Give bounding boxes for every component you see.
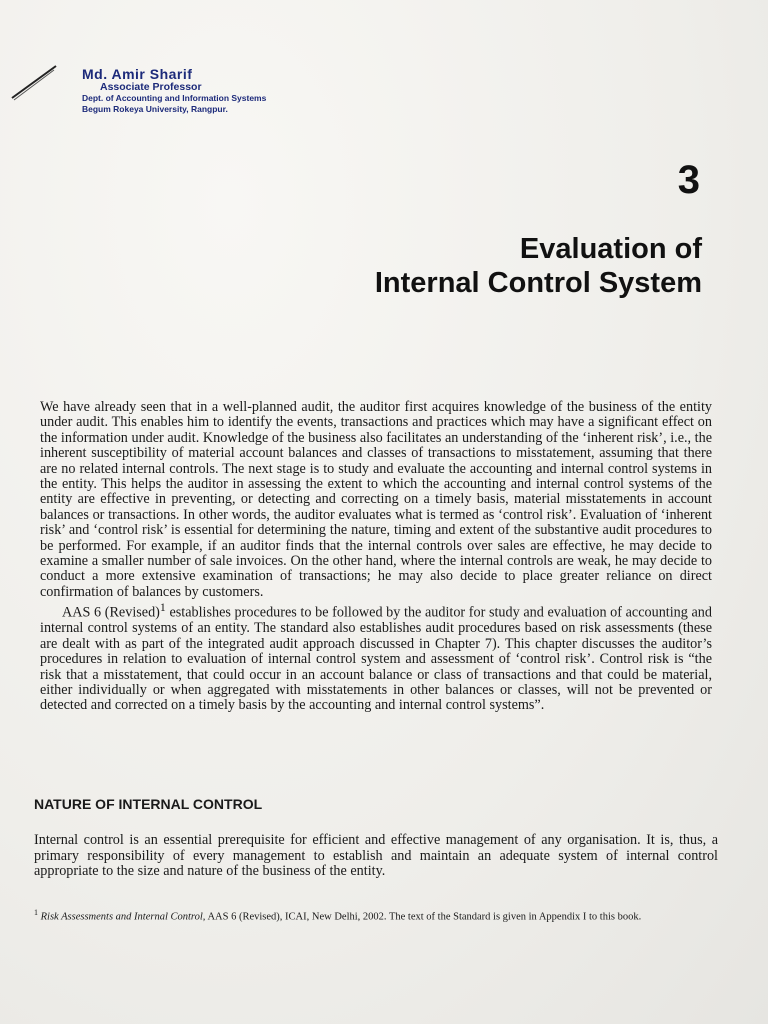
footnote-marker: 1 bbox=[34, 908, 38, 917]
body-paragraph-2-text: establishes procedures to be followed by the auditor for study and evaluation of accounting and internal control systems of an entity. The standard also establishes audit procedures based on risk assessments (these are dealt with as part of the integrated audit approach discussed in Chapter 7). This chapter discusses the auditor’s procedures in relation to evaluation of internal control system and assessment of ‘control risk’. Control risk is “the risk that a misstatement, that could occur in an account balance or class of transactions and that could be material, either individually or when aggregated with misstatements in other balances or classes, will not be prevented or detected and corrected on a timely basis by the accounting and internal control systems”. bbox=[40, 605, 712, 714]
body-paragraph-2 bbox=[40, 600, 712, 714]
stamp-title: Associate Professor bbox=[100, 81, 202, 93]
body-text bbox=[40, 400, 712, 714]
stamp-name: Md. Amir Sharif bbox=[82, 66, 193, 82]
section-text bbox=[34, 833, 718, 880]
stamp-department: Dept. of Accounting and Information Systems bbox=[82, 93, 267, 103]
aas-reference: AAS 6 (Revised) bbox=[62, 605, 160, 622]
chapter-title bbox=[375, 232, 702, 300]
section-heading: NATURE OF INTERNAL CONTROL bbox=[34, 796, 263, 812]
chapter-number: 3 bbox=[677, 158, 700, 202]
chapter-title-line1: Evaluation of bbox=[519, 233, 702, 265]
body-paragraph-1: We have already seen that in a well-planned audit, the auditor first acquires knowledge of the business of the entity under audit. This enables him to identify the events, transactions and practices which may have a significant effect on the information under audit. Knowledge of the business also facilitates an understanding of the ‘inherent risk’, i.e., the inherent susceptibility of material account balances and classes of transactions to misstatement, assuming that there are no related internal controls. The next stage is to study and evaluate the accounting and internal control systems in the entity. This helps the auditor in assessing the extent to which the accounting and internal control systems of the entity are effective in preventing, or detecting and correcting on a timely basis, material misstatements in account balances or transactions. In other words, the auditor evaluates what is termed as ‘control risk’. Evaluation of ‘inherent risk’ and ‘control risk’ is essential for determining the nature, timing and extent of the substantive audit procedures to be performed. For example, if an auditor finds that the internal controls over sales are effective, he may decide to examine a smaller number of sale invoices. On the other hand, where the internal controls are weak, he may decide to conduct a more extensive examination of transactions; he may also decide to place greater reliance on direct confirmation of balances by customers. bbox=[40, 399, 712, 600]
footnote-text: AAS 6 (Revised), ICAI, New Delhi, 2002. The text of the Standard is given in Appendix I to this book. bbox=[205, 911, 642, 923]
footnote-ref: 1 bbox=[159, 600, 166, 615]
chapter-title-line2: Internal Control System bbox=[374, 267, 702, 299]
stamp-university: Begum Rokeya University, Rangpur. bbox=[82, 104, 228, 114]
section-paragraph: Internal control is an essential prerequisite for efficient and effective management of any organisation. It is, thus, a primary responsibility of every management to establish and maintain an adequate system of internal control appropriate to the size and nature of the business of the entity. bbox=[34, 832, 718, 880]
footnote-title: Risk Assessments and Internal Control, bbox=[40, 911, 206, 923]
author-stamp bbox=[82, 66, 267, 115]
pen-stroke-mark bbox=[10, 62, 60, 102]
footnote bbox=[34, 906, 724, 924]
